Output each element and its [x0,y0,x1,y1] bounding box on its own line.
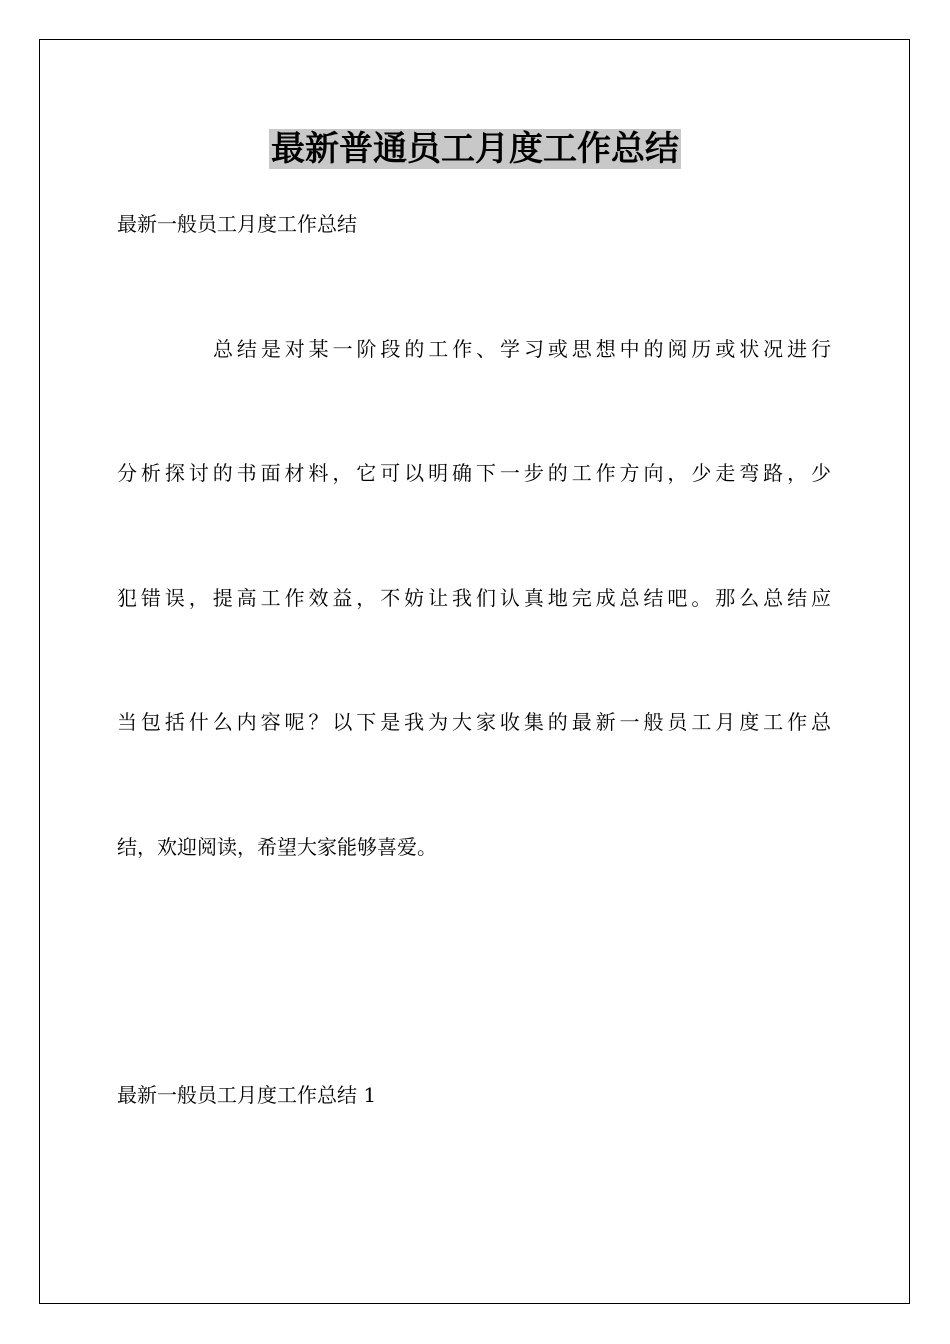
intro-line-2: 分析探讨的书面材料，它可以明确下一步的工作方向，少走弯路，少 [117,461,831,485]
document-title [0,126,950,172]
document-subtitle: 最新一般员工月度工作总结 [117,212,357,236]
intro-line-3: 犯错误，提高工作效益，不妨让我们认真地完成总结吧。那么总结应 [117,586,831,610]
section-heading: 最新一般员工月度工作总结 1 [117,1083,377,1107]
intro-line-5: 结，欢迎阅读，希望大家能够喜爱。 [117,835,437,859]
intro-line-1: 总结是对某一阶段的工作、学习或思想中的阅历或状况进行 [213,337,831,361]
document-title-text: 最新普通员工月度工作总结 [271,129,679,169]
intro-line-4: 当包括什么内容呢？以下是我为大家收集的最新一般员工月度工作总 [117,710,831,734]
